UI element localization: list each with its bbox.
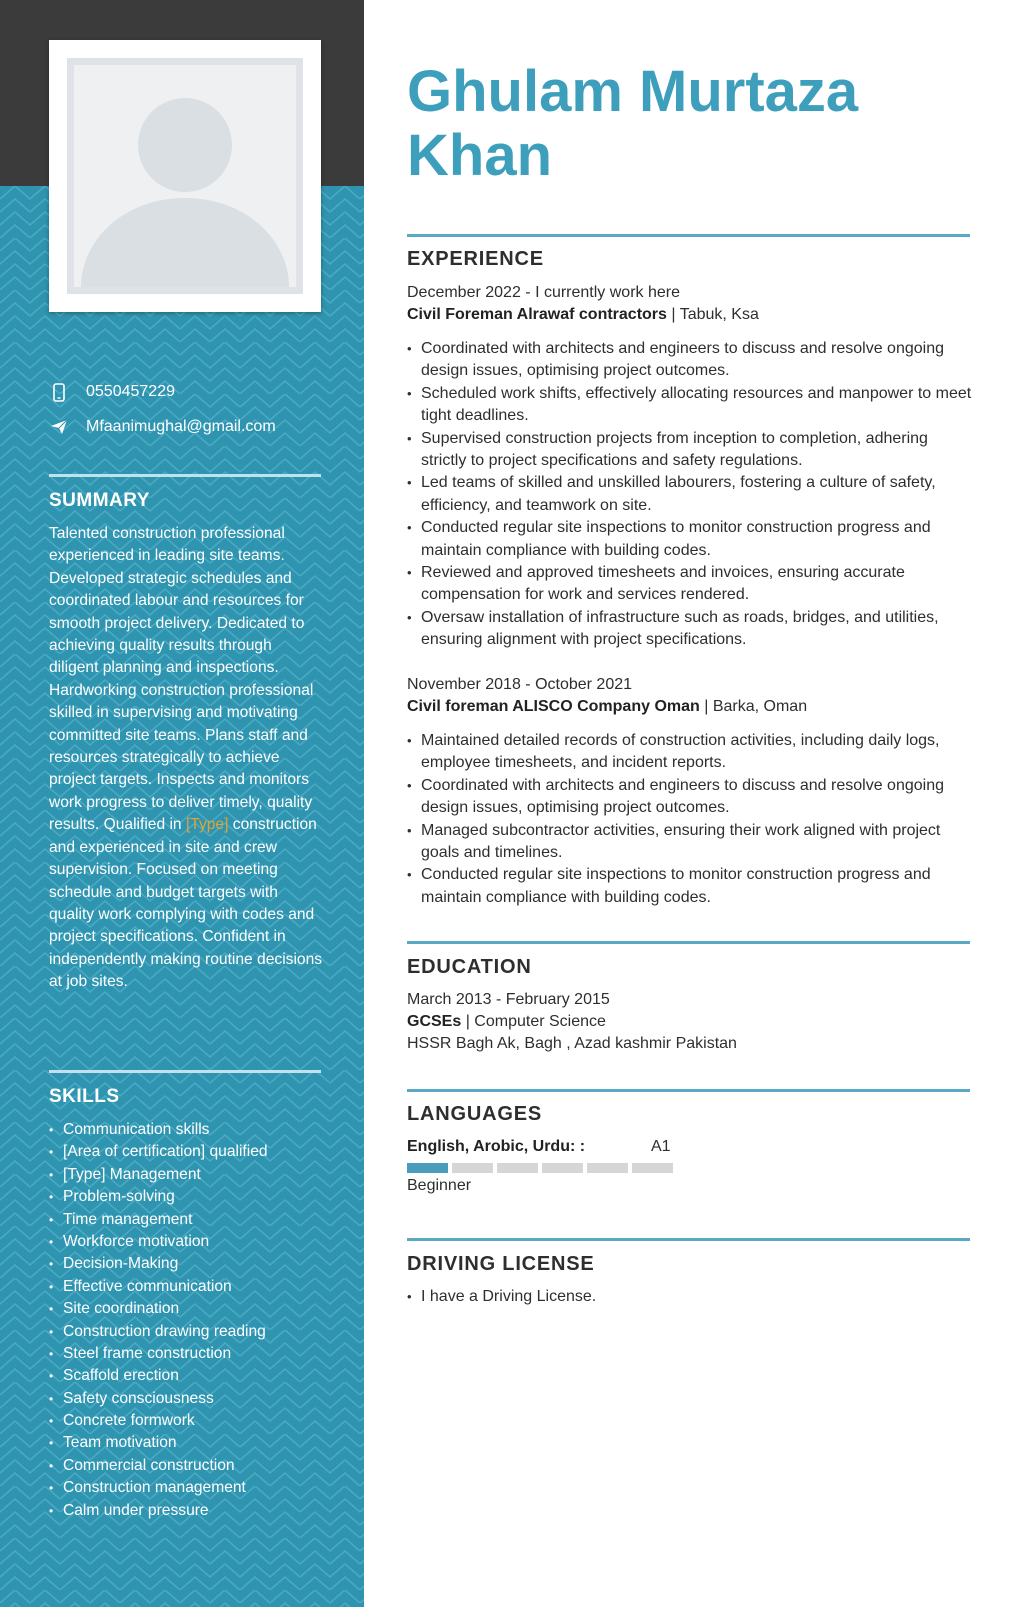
level-segment <box>497 1163 538 1173</box>
job-bullet: • Conducted regular site inspections to monitor construction progress and maintain compliance with building codes. <box>407 517 977 562</box>
languages-heading: LANGUAGES <box>407 1103 542 1125</box>
driving-list <box>407 1286 977 1308</box>
summary-highlight: [Type] <box>185 816 229 834</box>
section-divider <box>407 1089 970 1092</box>
job-bullet: • Led teams of skilled and unskilled labourers, fostering a culture of safety, efficiency, and teamwork on site. <box>407 472 977 517</box>
job2-dates: November 2018 - October 2021 <box>407 676 633 693</box>
level-segment <box>452 1163 493 1173</box>
language-level: A1 <box>651 1138 671 1155</box>
level-segment <box>542 1163 583 1173</box>
job2-bullets <box>407 730 977 909</box>
education-heading: EDUCATION <box>407 956 532 978</box>
language-level-bar <box>407 1163 673 1173</box>
sidebar <box>0 0 364 1607</box>
avatar-placeholder-icon <box>74 65 296 287</box>
skill-item: • Site coordination <box>49 1298 268 1320</box>
skill-item: • [Type] Management <box>49 1164 268 1186</box>
summary-heading: SUMMARY <box>49 490 150 511</box>
skill-item: • [Area of certification] qualified <box>49 1141 268 1163</box>
language-label: English, Arobic, Urdu: : <box>407 1138 586 1155</box>
skills-list <box>49 1119 268 1522</box>
phone-contact[interactable] <box>49 382 175 402</box>
section-divider <box>407 1238 970 1241</box>
job1-bullets <box>407 338 977 652</box>
education-dates: March 2013 - February 2015 <box>407 991 610 1008</box>
job-bullet: • Scheduled work shifts, effectively allocating resources and manpower to meet tight deadlines. <box>407 383 977 428</box>
candidate-name: Ghulam Murtaza Khan <box>407 59 859 188</box>
job2-location: Barka, Oman <box>712 698 808 715</box>
skill-item: • Effective communication <box>49 1276 268 1298</box>
profile-photo <box>49 40 321 312</box>
job-bullet: • Supervised construction projects from inception to completion, adhering strictly to project specifications and safety regulations. <box>407 428 977 473</box>
skill-item: • Time management <box>49 1209 268 1231</box>
job-bullet: • Maintained detailed records of construction activities, including daily logs, employee timesheets, and incident reports. <box>407 730 977 775</box>
skill-item: • Communication skills <box>49 1119 268 1141</box>
level-segment <box>407 1163 448 1173</box>
skill-item: • Construction drawing reading <box>49 1321 268 1343</box>
language-level-text: Beginner <box>407 1177 472 1194</box>
skill-item: • Scaffold erection <box>49 1365 268 1387</box>
job2-title: Civil foreman ALISCO Company Oman <box>407 698 700 715</box>
job-bullet: • Oversaw installation of infrastructure such as roads, bridges, and utilities, ensuring alignment with project specifications. <box>407 607 977 652</box>
job1-location: Tabuk, Ksa <box>679 306 759 323</box>
job-bullet: • Coordinated with architects and engineers to discuss and resolve ongoing design issues, optimising project outcomes. <box>407 338 977 383</box>
section-divider <box>407 234 970 237</box>
sidebar-divider <box>49 1070 321 1073</box>
job1-title-line: Civil Foreman Alrawaf contractors | Tabuk, Ksa <box>407 306 759 323</box>
skill-item: • Team motivation <box>49 1432 268 1454</box>
level-segment <box>587 1163 628 1173</box>
job1-title: Civil Foreman Alrawaf contractors <box>407 306 667 323</box>
job-bullet: • Conducted regular site inspections to monitor construction progress and maintain compliance with building codes. <box>407 864 977 909</box>
education-degree-line: GCSEs | Computer Science <box>407 1013 606 1030</box>
email-address: Mfaanimughal@gmail.com <box>86 418 276 435</box>
education-field: Computer Science <box>474 1013 606 1030</box>
skill-item: • Problem-solving <box>49 1186 268 1208</box>
summary-text: Talented construction professional experienced in leading site teams. Developed strategic schedules and coordinated labour and resources for smooth project delivery. Dedicated to achieving quality results through diligent planning and inspections. Hardworking construction professional skilled in supervising and motivating committed site teams. Plans staff and resources strategically to achieve project targets. Inspects and monitors work progress to deliver timely, quality results. Qualified in [Type] construction and experienced in site and crew supervision. Focused on meeting schedule and budget targets with quality work complying with codes and project specifications. Confident in independently making routine decisions at job sites. <box>49 525 323 991</box>
job-bullet: • Reviewed and approved timesheets and invoices, ensuring accurate compensation for work and services rendered. <box>407 562 977 607</box>
phone-number: 0550457229 <box>86 383 175 400</box>
education-school: HSSR Bagh Ak, Bagh , Azad kashmir Pakistan <box>407 1035 737 1052</box>
job1-dates: December 2022 - I currently work here <box>407 284 680 301</box>
section-divider <box>407 941 970 944</box>
skill-item: • Workforce motivation <box>49 1231 268 1253</box>
email-contact[interactable] <box>49 417 276 437</box>
skill-item: • Steel frame construction <box>49 1343 268 1365</box>
send-icon <box>49 417 69 437</box>
skills-heading: SKILLS <box>49 1086 120 1107</box>
driving-item: • I have a Driving License. <box>407 1286 977 1308</box>
skill-item: • Safety consciousness <box>49 1388 268 1410</box>
sidebar-divider <box>49 474 321 477</box>
experience-heading: EXPERIENCE <box>407 248 544 270</box>
skill-item: • Commercial construction <box>49 1455 268 1477</box>
level-segment <box>632 1163 673 1173</box>
job-bullet: • Managed subcontractor activities, ensuring their work aligned with project goals and timelines. <box>407 820 977 865</box>
job-bullet: • Coordinated with architects and engineers to discuss and resolve ongoing design issues, optimising project outcomes. <box>407 775 977 820</box>
education-degree: GCSEs <box>407 1013 462 1030</box>
driving-heading: DRIVING LICENSE <box>407 1253 595 1275</box>
skill-item: • Concrete formwork <box>49 1410 268 1432</box>
phone-icon <box>49 382 69 402</box>
skill-item: • Decision-Making <box>49 1253 268 1275</box>
job2-title-line: Civil foreman ALISCO Company Oman | Barka, Oman <box>407 698 808 715</box>
skill-item: • Construction management <box>49 1477 268 1499</box>
skill-item: • Calm under pressure <box>49 1500 268 1522</box>
